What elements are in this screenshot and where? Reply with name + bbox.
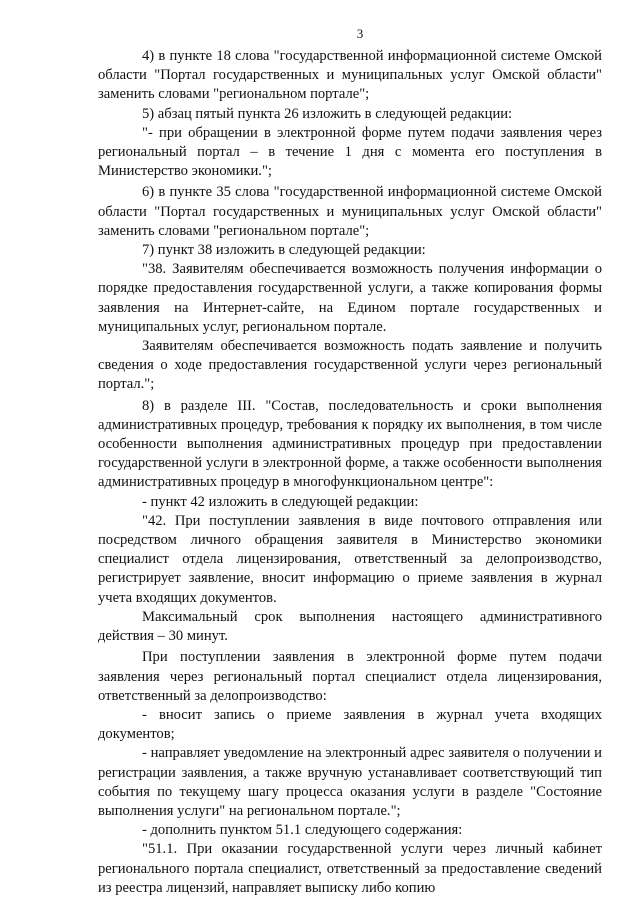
paragraph-point-42-intro: - пункт 42 изложить в следующей редакции: xyxy=(142,493,419,510)
paragraph-item-7: 7) пункт 38 изложить в следующей редакции: xyxy=(142,242,426,259)
paragraph-item-8: 8) в разделе III. "Состав, последовательность и сроки выполнения административных процедур, требования к порядку их выполнения, в том числе особенности выполнения административных процедур при предоставлении государственной услуги в электронной форме, а также особенности выполнения административных процедур в многофункциональном центре": xyxy=(98,397,602,491)
paragraph-max-time: Максимальный срок выполнения настоящего административного действия – 30 минут. xyxy=(98,608,602,645)
page-number: 3 xyxy=(356,26,364,41)
paragraph-point-51-1: "51.1. При оказании государственной услуги через личный кабинет регионального портала специалист, ответственный за предоставление сведений из реестра лицензий, направляет выписку либо копию xyxy=(98,841,602,896)
paragraph-point-42: "42. При поступлении заявления в виде почтового отправления или посредством личного обращения заявителя в Министерство экономики специалист отдела лицензирования, ответственный за делопроизводство, регистрирует заявление, вносит информацию о приеме заявления в журнал учета входящих документов. xyxy=(98,512,602,606)
paragraph-item-5-text: "- при обращении в электронной форме путем подачи заявления через региональный портал – в течение 1 дня с момента его поступления в Министерство экономики."; xyxy=(98,124,602,180)
paragraph-point-38: "38. Заявителям обеспечивается возможность получения информации о порядке предоставления государственной услуги, а также копирования формы заявления на Интернет-сайте, на Едином портале государственных и муниципальных услуг, региональном портале. xyxy=(98,261,602,335)
paragraph-item-5: 5) абзац пятый пункта 26 изложить в следующей редакции: xyxy=(142,105,513,122)
paragraph-send-notification: - направляет уведомление на электронный адрес заявителя о получении и регистрации заявления, а также вручную устанавливает соответствующий тип события по текущему шагу процесса оказания услуги в разделе "Состояние выполнения услуги" на региональном портале."; xyxy=(98,745,602,819)
paragraph-point-51-1-intro: - дополнить пунктом 51.1 следующего содержания: xyxy=(142,822,463,839)
paragraph-item-6: 6) в пункте 35 слова "государственной информационной системе Омской области "Портал государственных и муниципальных услуг Омской области" заменить словами "региональном портале"; xyxy=(98,184,602,239)
paragraph-record-entry: - вносит запись о приеме заявления в журнал учета входящих документов; xyxy=(98,706,602,743)
paragraph-point-38-second: Заявителям обеспечивается возможность подать заявление и получить сведения о ходе предоставления государственной услуги через региональный портал."; xyxy=(98,338,602,393)
paragraph-item-4: 4) в пункте 18 слова "государственной информационной системе Омской области "Портал государственных и муниципальных услуг Омской области" заменить словами "региональном портале"; xyxy=(98,48,602,103)
paragraph-electronic-receipt: При поступлении заявления в электронной форме путем подачи заявления через региональный портал специалист отдела лицензирования, ответственный за делопроизводство: xyxy=(98,649,602,704)
